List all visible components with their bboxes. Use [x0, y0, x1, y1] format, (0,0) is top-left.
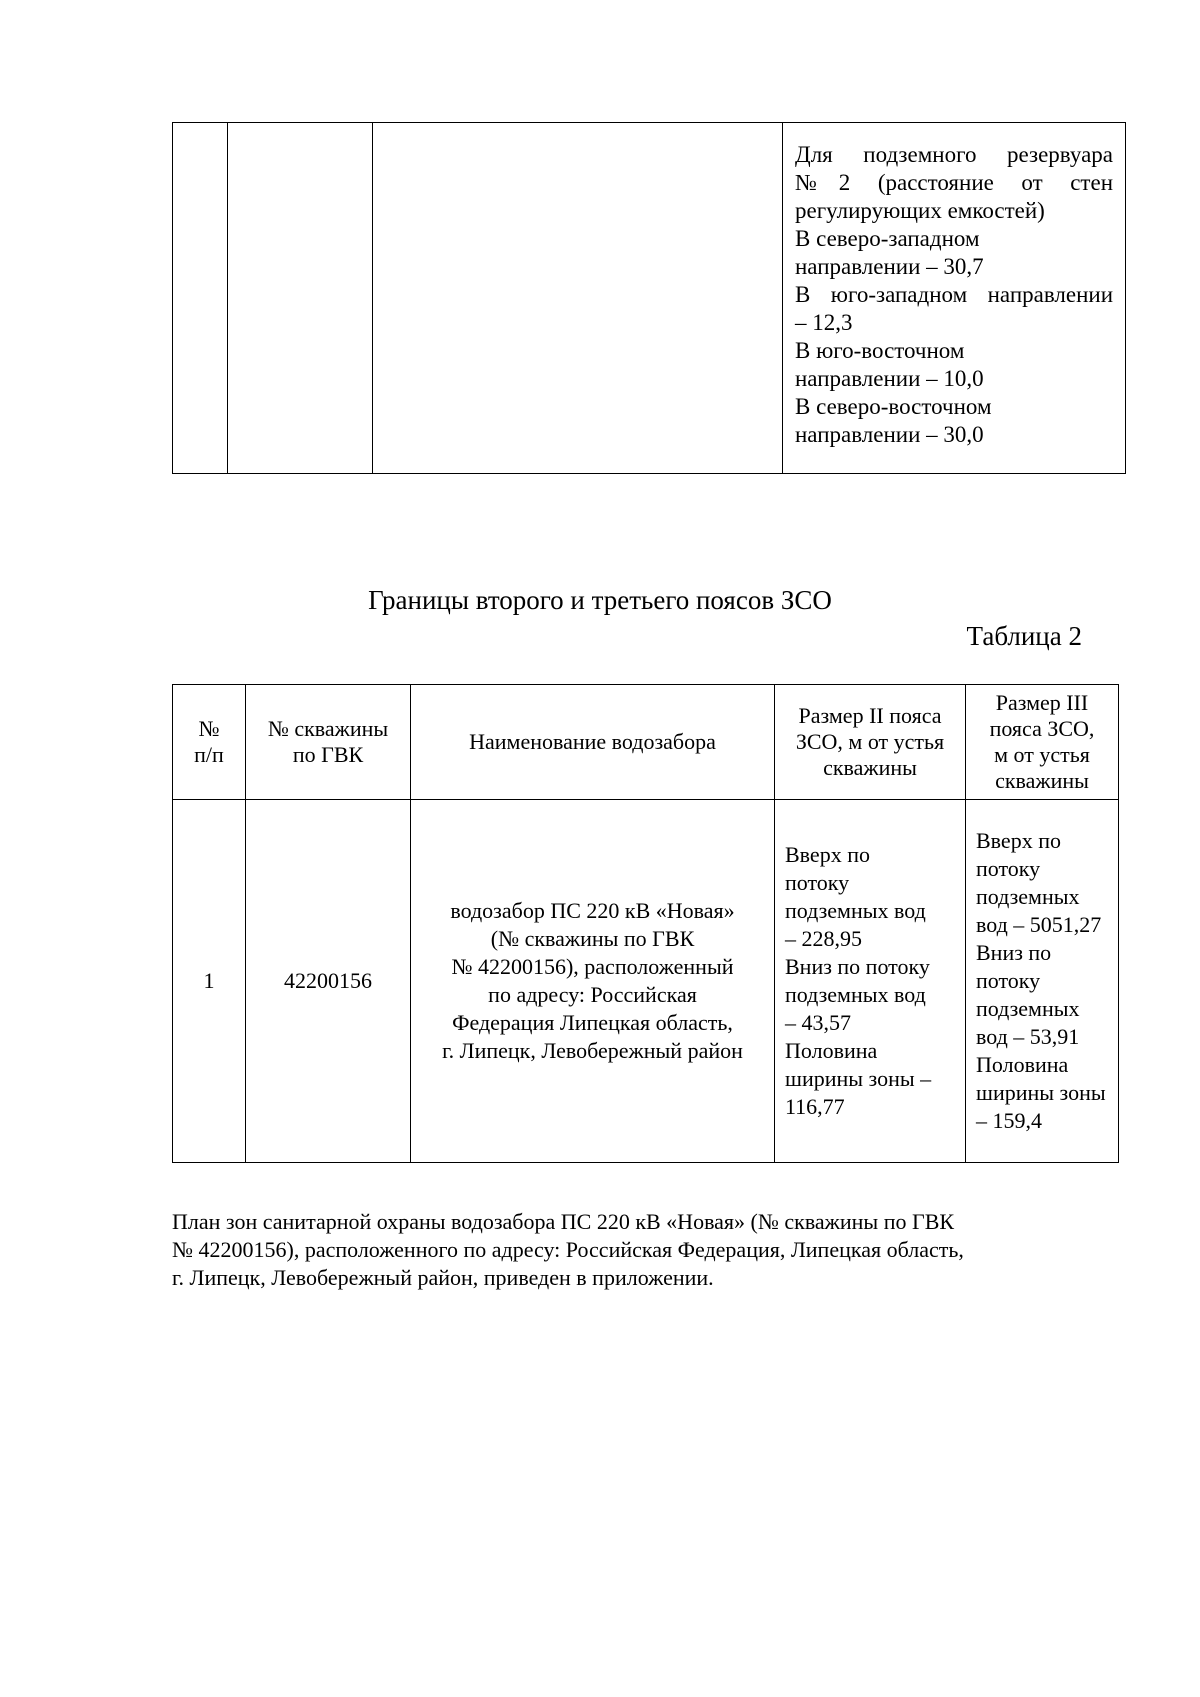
text-line: План зон санитарной охраны водозабора ПС 220 кВ «Новая» (№ скважины по ГВК — [172, 1209, 955, 1234]
empty-cell — [228, 123, 373, 474]
cell-zone2: Вверх по потоку подземных вод – 228,95 Вниз по потоку подземных вод – 43,57 Половина ширины зоны – 116,77 — [775, 800, 966, 1163]
header-name: Наименование водозабора — [411, 685, 775, 800]
cell-well: 42200156 — [246, 800, 411, 1163]
text-line: направлении – 10,0 — [795, 366, 984, 391]
section-title: Границы второго и третьего поясов ЗСО — [368, 585, 832, 615]
table-row — [173, 800, 1119, 1163]
empty-cell — [173, 123, 228, 474]
continuation-table — [172, 122, 1126, 474]
text-line: № 42200156), расположенного по адресу: Российская Федерация, Липецкая область, — [172, 1237, 964, 1262]
header-zone2: Размер II пояса ЗСО, м от устья скважины — [775, 685, 966, 800]
table-label: Таблица 2 — [966, 621, 1082, 651]
table-row — [173, 123, 1126, 474]
header-zone3: Размер III пояса ЗСО, м от устья скважины — [966, 685, 1119, 800]
header-num: № п/п — [173, 685, 246, 800]
text-line: В северо-западном — [795, 226, 980, 251]
text-line: регулирующих емкостей) — [795, 198, 1045, 223]
table-header-row — [173, 685, 1119, 800]
text-line: В юго-восточном — [795, 338, 965, 363]
zones-table — [172, 684, 1119, 1163]
text-line: Для подземного резервуара — [795, 142, 1113, 167]
header-well: № скважины по ГВК — [246, 685, 411, 800]
appendix-note-paragraph — [172, 1208, 1132, 1292]
text-line: направлении – 30,0 — [795, 422, 984, 447]
empty-cell — [373, 123, 783, 474]
cell-zone3: Вверх по потоку подземных вод – 5051,27 Вниз по потоку подземных вод – 53,91 Половина ширины зоны – 159,4 — [966, 800, 1119, 1163]
text-line: – 12,3 — [795, 310, 853, 335]
reservoir-distances-cell — [783, 123, 1126, 474]
cell-name: водозабор ПС 220 кВ «Новая» (№ скважины по ГВК № 42200156), расположенный по адресу: Российская Федерация Липецкая область, г. Липецк, Левобережный район — [411, 800, 775, 1163]
text-line: №2 (расстояние от стен — [795, 170, 1113, 195]
text-line: В северо-восточном — [795, 394, 992, 419]
text-line: В юго-западном направлении — [795, 282, 1113, 307]
text-line: направлении – 30,7 — [795, 254, 984, 279]
text-line: г. Липецк, Левобережный район, приведен в приложении. — [172, 1265, 714, 1290]
cell-num: 1 — [173, 800, 246, 1163]
